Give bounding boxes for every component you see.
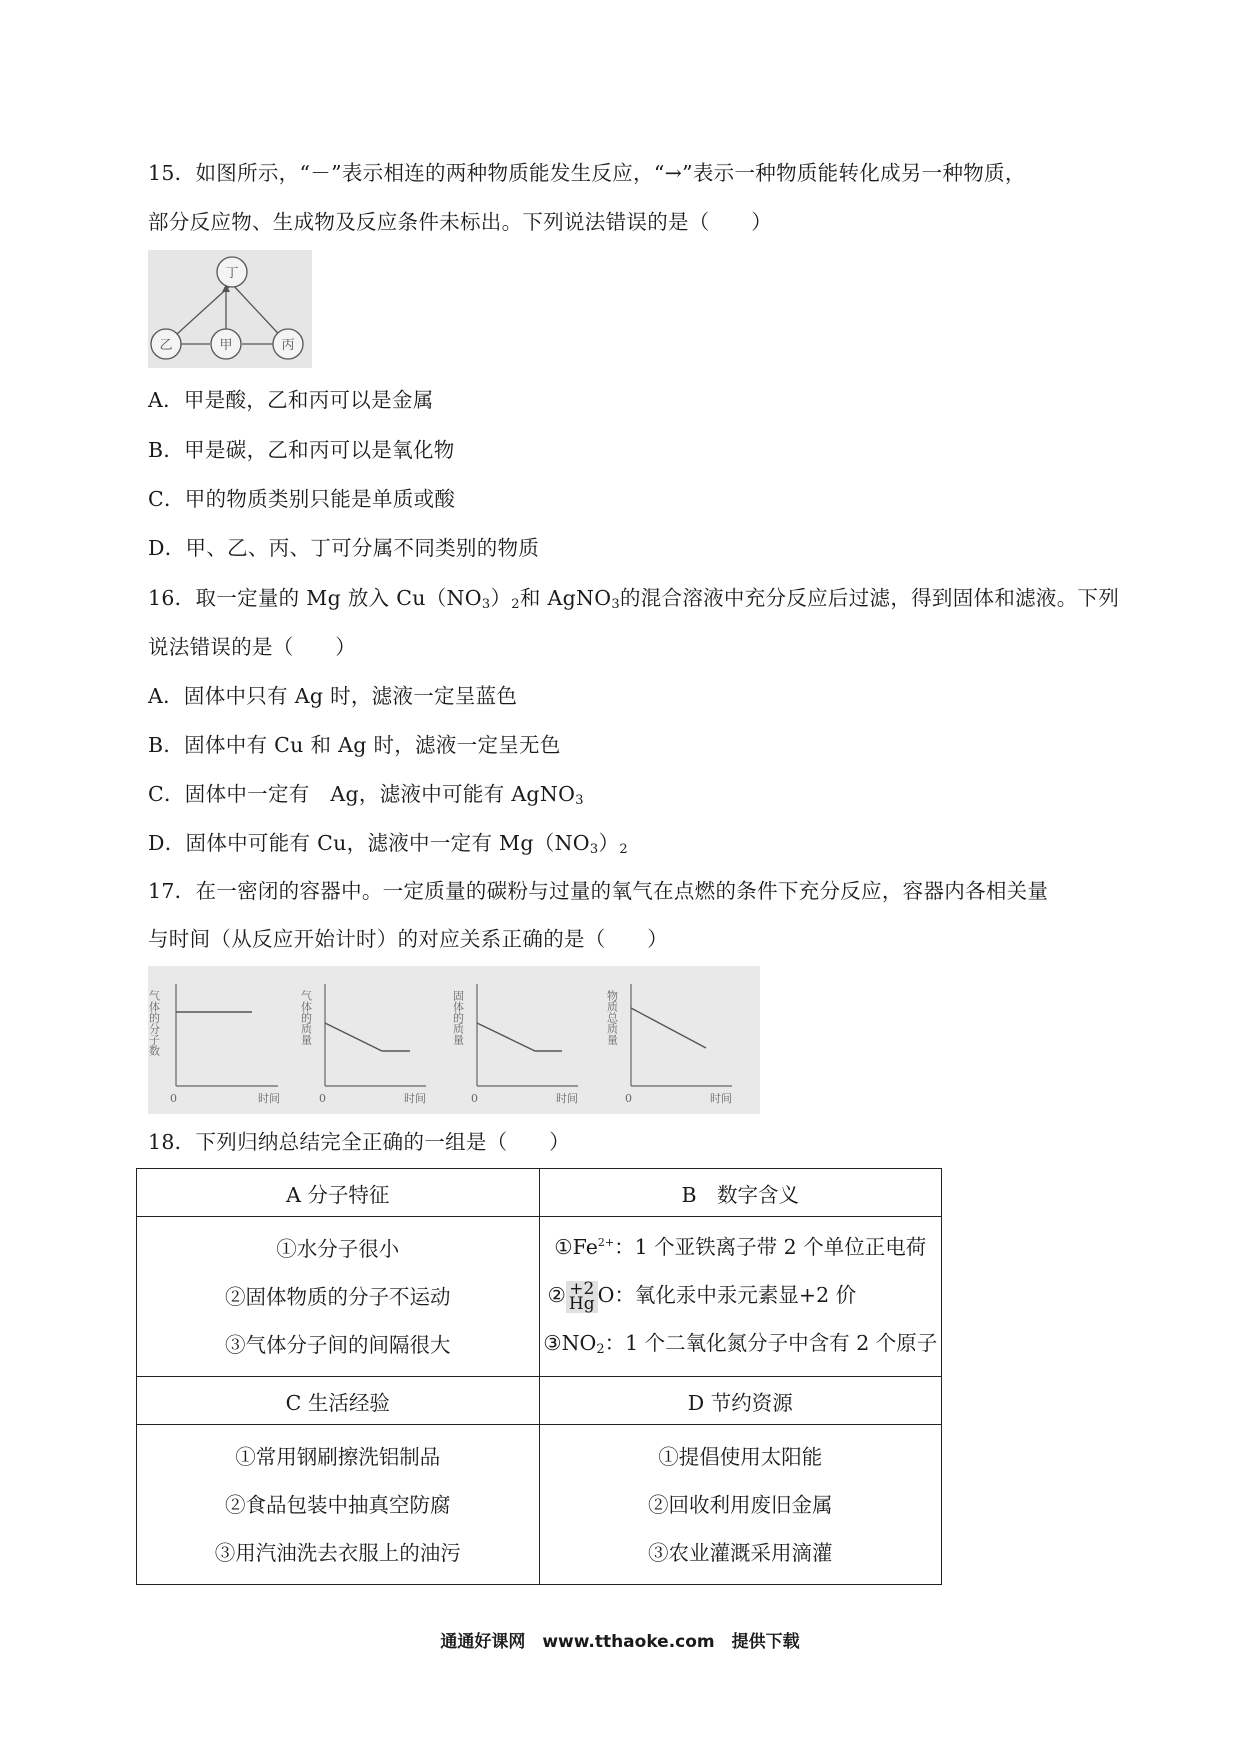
q17-stem-line1: 17．在一密闭的容器中。一定质量的碳粉与过量的氧气在点燃的条件下充分反应，容器内各相关量 [148,879,1049,903]
q15-option-a: A．甲是酸，乙和丙可以是金属 [148,388,434,412]
list-item: ①提倡使用太阳能 [658,1444,823,1469]
cell-c-content [137,1425,540,1585]
q15-option-d: D．甲、乙、丙、丁可分属不同类别的物质 [148,536,540,560]
q16-option-d-text: D．固体中可能有 Cu，滤液中一定有 Mg（NO [148,831,590,855]
q18-stem: 18．下列归纳总结完全正确的一组是（ ） [148,1130,570,1154]
q16-option-d-text: ） [598,831,620,855]
cell-b-title: B 数字含义 [539,1169,942,1217]
q16-subscript: 3 [611,597,620,612]
cell-d-title: D 节约资源 [539,1377,942,1425]
graph3-xlabel: 时间 [556,1092,578,1105]
graph3-ylabel: 固体的质量 [451,990,465,1045]
node-ding-label: 丁 [225,266,239,281]
formula-text: ② [547,1283,566,1307]
graph2-ylabel: 气体的质量 [299,990,313,1045]
table-header-row [137,1377,942,1425]
valence-mark: +2 [569,1278,595,1299]
table-header-row [137,1169,942,1217]
q16-option-d [148,829,628,864]
cell-a-title: A 分子特征 [137,1169,540,1217]
graph3-origin: 0 [471,1092,478,1105]
superscript: 2+ [597,1236,615,1249]
q16-text: ） [490,586,512,610]
formula-text: O：氧化汞中汞元素显+2 价 [597,1283,857,1307]
graph1-origin: 0 [170,1092,177,1105]
graph1-xlabel: 时间 [258,1092,280,1105]
q17-graph-4 [606,984,733,1105]
q16-stem-line2: 说法错误的是（ ） [148,635,356,659]
q16-option-b: B．固体中有 Cu 和 Ag 时，滤液一定呈无色 [148,733,561,757]
q16-subscript: 3 [575,793,584,808]
page-footer: 通通好课网 www.tthaoke.com 提供下载 [440,1632,800,1652]
graph2-origin: 0 [319,1092,326,1105]
list-item: ②食品包装中抽真空防腐 [225,1492,451,1517]
q17-graph-2 [300,984,427,1105]
q16-subscript: 2 [511,597,520,612]
cell-b-content [539,1217,942,1377]
table-row [137,1425,942,1585]
q16-subscript: 2 [619,842,628,857]
graph4-origin: 0 [625,1092,632,1105]
cell-c-title: C 生活经验 [137,1377,540,1425]
q16-option-a: A．固体中只有 Ag 时，滤液一定呈蓝色 [148,684,518,708]
graph4-xlabel: 时间 [710,1092,732,1105]
q16-stem-line1 [148,584,1119,619]
table-row [137,1217,942,1377]
node-jia-label: 甲 [219,338,233,353]
list-item: ①水分子很小 [276,1236,400,1261]
list-item: ③气体分子间的间隔很大 [225,1332,451,1357]
q17-graph-3 [452,984,579,1105]
q16-text: 的混合溶液中充分反应后过滤，得到固体和滤液。下列 [619,586,1120,610]
list-item [540,1271,942,1319]
subscript: 2 [596,1342,605,1357]
q17-graphs-svg [148,966,760,1114]
list-item [540,1219,942,1271]
q16-option-c-text: C．固体中一定有 Ag，滤液中可能有 AgNO [148,782,576,806]
list-item: ②回收利用废旧金属 [648,1492,833,1517]
formula-text: ：1 个亚铁离子带 2 个单位正电荷 [614,1235,927,1259]
list-item: ②固体物质的分子不运动 [225,1284,451,1309]
list-item [540,1319,942,1374]
graph4-ylabel: 物质总质量 [605,990,619,1045]
graph2-xlabel: 时间 [404,1092,426,1105]
formula-text: ：1 个二氧化氮分子中含有 2 个原子 [604,1331,938,1355]
graph3-curve [477,1023,562,1051]
list-item: ①常用钢刷擦洗铝制品 [235,1444,441,1469]
q17-graph-1 [148,984,280,1105]
cell-a-content [137,1217,540,1377]
q15-option-b: B．甲是碳，乙和丙可以是氧化物 [148,438,455,462]
q15-diagram-svg [148,250,312,368]
formula-text: ③NO [543,1331,597,1355]
q17-graph-options [148,966,760,1114]
q15-reaction-diagram [148,250,312,368]
list-item: ③农业灌溉采用滴灌 [648,1540,833,1565]
q16-text: 16．取一定量的 Mg 放入 Cu（NO [148,586,482,610]
q15-stem-line1: 15．如图所示，“－”表示相连的两种物质能发生反应，“→”表示一种物质能转化成另一种物质， [148,161,1026,185]
element-symbol: Hg [568,1293,595,1314]
node-yi-label: 乙 [159,338,173,353]
list-item: ③用汽油洗去衣服上的油污 [214,1540,461,1565]
q18-summary-table [136,1168,942,1585]
valence-formula [566,1278,598,1314]
q16-subscript: 3 [481,597,491,612]
cell-d-content [539,1425,942,1585]
q16-option-c [148,780,584,815]
graph2-curve [325,1023,410,1051]
graph1-ylabel: 气体的分子数 [148,990,161,1056]
q16-text: 和 AgNO [519,586,612,610]
q17-stem-line2: 与时间（从反应开始计时）的对应关系正确的是（ ） [148,927,668,951]
q15-option-c: C．甲的物质类别只能是单质或酸 [148,487,456,511]
node-bing-label: 丙 [281,338,295,353]
graph4-curve [631,1008,706,1048]
q16-subscript: 3 [589,842,599,857]
formula-text: ①Fe [554,1235,598,1259]
q15-stem-line2: 部分反应物、生成物及反应条件未标出。下列说法错误的是（ ） [148,210,772,234]
